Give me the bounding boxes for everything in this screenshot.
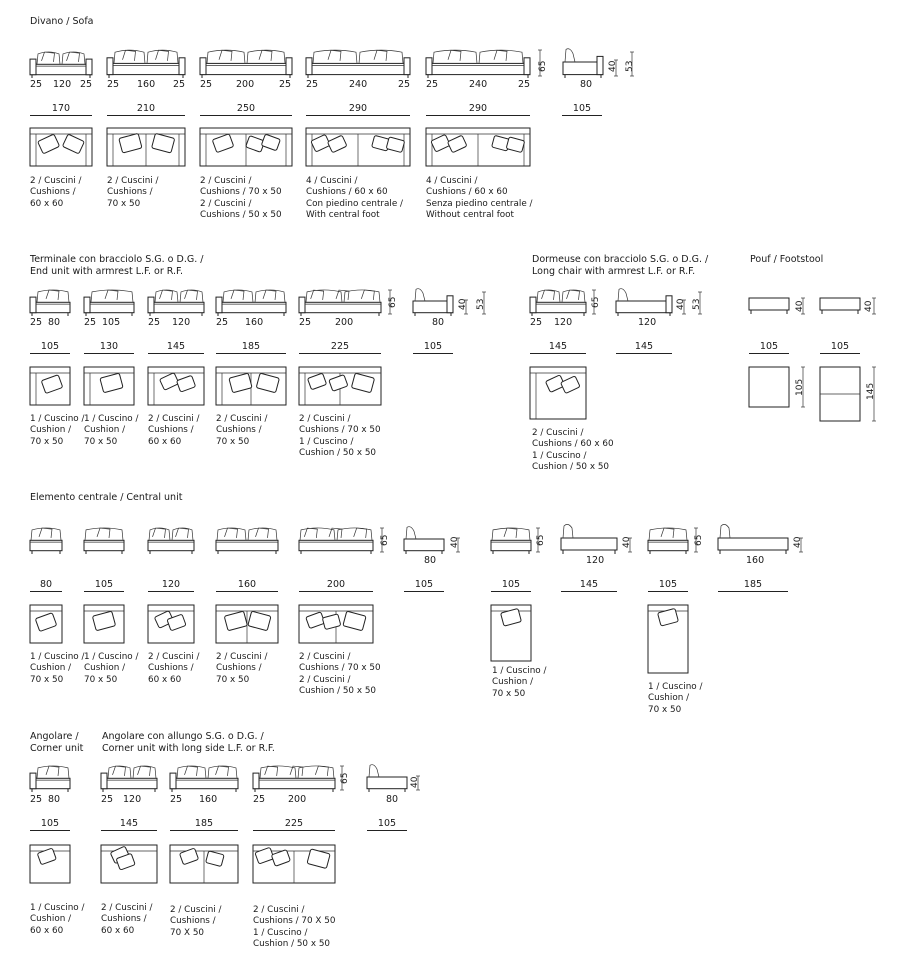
corner-2-total: 145 (119, 818, 139, 829)
sofa-4-plan (306, 128, 410, 166)
central-1-total: 80 (39, 579, 53, 590)
section-title-corner-long-it: Angolare con allungo S.G. o D.G. / (102, 731, 264, 742)
sofa-2-total-line (107, 115, 185, 116)
sofa-4-dim-arm-right: 25 (398, 79, 411, 90)
central-4-plan (216, 605, 278, 643)
corner-2-caption: 2 / Cuscini / Cushions / 60 x 60 (101, 903, 153, 936)
sofa-4-total: 290 (348, 103, 368, 114)
sofa-4-front (306, 50, 410, 78)
daybed-a-side-depth: 120 (586, 555, 605, 566)
sofa-1-dim-seat: 120 (53, 79, 72, 90)
long-chair-side-arm-height: 53 (692, 298, 702, 310)
corner-side-total-line (367, 830, 407, 831)
sofa-height: 65 (538, 60, 548, 72)
sofa-3-dim-seat: 200 (236, 79, 255, 90)
daybed-a-caption: 1 / Cuscino / Cushion / 70 x 50 (492, 666, 547, 699)
corner-4-dim-seat: 200 (288, 794, 307, 805)
end-4-total: 185 (241, 341, 261, 352)
sofa-side-total: 105 (572, 103, 592, 114)
end-5-front (299, 290, 381, 316)
central-5-total-line (299, 591, 373, 592)
sofa-2-dim-arm-left: 25 (107, 79, 120, 90)
central-2-total: 105 (94, 579, 114, 590)
end-2-total-line (84, 353, 134, 354)
central-5-front (299, 528, 373, 554)
central-2-caption: 1 / Cuscino / Cushion / 70 x 50 (84, 652, 139, 685)
central-5-caption: 2 / Cuscini / Cushions / 70 x 50 2 / Cuscini / Cushion / 50 x 50 (299, 652, 381, 696)
long-chair-side-total-line (616, 353, 672, 354)
pouf-a-total: 105 (759, 341, 779, 352)
central-1-total-line (30, 591, 62, 592)
long-chair-total: 145 (548, 341, 568, 352)
sofa-5-caption: 4 / Cuscini / Cushions / 60 x 60 Senza piedino centrale / Without central foot (426, 176, 533, 220)
sofa-1-total: 170 (51, 103, 71, 114)
daybed-a-side (561, 524, 617, 554)
sofa-2-caption: 2 / Cuscini / Cushions / 70 x 50 (107, 176, 159, 209)
end-3-front (148, 290, 204, 316)
end-1-total-line (30, 353, 70, 354)
daybed-a-side-total-line (561, 591, 617, 592)
section-title-end-unit-en: End unit with armrest L.F. or R.F. (30, 266, 183, 277)
pouf-b-plan (820, 367, 860, 421)
sofa-1-total-line (30, 115, 92, 116)
sofa-5-dim-arm-right: 25 (518, 79, 531, 90)
long-chair-plan (530, 367, 586, 419)
sofa-3-plan (200, 128, 292, 166)
pouf-a-depth: 105 (795, 378, 805, 396)
central-3-front (148, 528, 194, 554)
end-4-plan (216, 367, 286, 405)
end-2-dim-seat: 105 (102, 317, 121, 328)
sofa-2-front (107, 50, 185, 78)
pouf-a-total-line (749, 353, 789, 354)
sofa-3-total-line (200, 115, 292, 116)
end-3-caption: 2 / Cuscini / Cushions / 60 x 60 (148, 414, 200, 447)
long-chair-front (530, 290, 586, 316)
sofa-3-dim-arm-right: 25 (279, 79, 292, 90)
daybed-b-side (718, 524, 788, 554)
central-side-depth: 80 (424, 555, 437, 566)
sofa-side-view (563, 49, 603, 78)
end-2-total: 130 (99, 341, 119, 352)
end-side-view (413, 289, 453, 316)
section-title-pouf: Pouf / Footstool (750, 254, 824, 265)
corner-2-plan (101, 845, 157, 883)
central-4-caption: 2 / Cuscini / Cushions / 70 x 50 (216, 652, 268, 685)
sofa-5-front (426, 50, 530, 78)
daybed-a-front (491, 528, 531, 554)
daybed-b-height: 65 (694, 534, 704, 546)
end-4-dim-seat: 160 (245, 317, 264, 328)
end-5-total: 225 (330, 341, 350, 352)
sofa-side-arm-height: 53 (625, 60, 635, 72)
section-title-corner-long-en: Corner unit with long side L.F. or R.F. (102, 743, 275, 754)
end-3-plan (148, 367, 204, 405)
end-1-dim-arm: 25 (30, 317, 43, 328)
daybed-a-plan (491, 605, 531, 661)
end-1-front (30, 290, 70, 316)
sofa-5-plan (426, 128, 530, 166)
long-chair-dim-arm: 25 (530, 317, 543, 328)
section-title-corner-it: Angolare / (30, 731, 79, 742)
central-side-view (404, 527, 444, 554)
end-4-caption: 2 / Cuscini / Cushions / 70 x 50 (216, 414, 268, 447)
end-side-depth: 80 (432, 317, 445, 328)
end-4-front (216, 290, 286, 316)
sofa-4-caption: 4 / Cuscini / Cushions / 60 x 60 Con piedino centrale / With central foot (306, 176, 404, 220)
corner-side-view (367, 765, 407, 792)
end-1-caption: 1 / Cuscino / Cushion / 70 x 50 (30, 414, 85, 447)
daybed-b-side-total-line (718, 591, 788, 592)
sofa-5-dim-arm-left: 25 (426, 79, 439, 90)
end-2-front (84, 290, 134, 316)
pouf-b-total-line (820, 353, 860, 354)
corner-2-total-line (101, 830, 157, 831)
sofa-side-seat-height: 40 (608, 60, 618, 72)
sofa-2-dim-arm-right: 25 (173, 79, 186, 90)
corner-4-caption: 2 / Cuscini / Cushions / 70 X 50 1 / Cuscino / Cushion / 50 x 50 (253, 905, 336, 949)
central-5-plan (299, 605, 373, 643)
sofa-4-dim-arm-left: 25 (306, 79, 319, 90)
corner-4-front (253, 766, 335, 792)
pouf-b-total: 105 (830, 341, 850, 352)
sofa-5-dim-seat: 240 (469, 79, 488, 90)
section-title-long-chair-it: Dormeuse con bracciolo S.G. o D.G. / (532, 254, 709, 265)
corner-4-dim-arm: 25 (253, 794, 266, 805)
daybed-b-caption: 1 / Cuscino / Cushion / 70 x 50 (648, 682, 703, 715)
corner-3-total: 185 (194, 818, 214, 829)
central-4-front (216, 528, 278, 554)
end-5-dim-seat: 200 (335, 317, 354, 328)
sofa-1-front (30, 52, 92, 78)
central-side-total-line (404, 591, 444, 592)
corner-2-dim-arm: 25 (101, 794, 114, 805)
corner-height: 65 (340, 772, 350, 784)
sofa-3-caption: 2 / Cuscini / Cushions / 70 x 50 2 / Cuscini / Cushions / 50 x 50 (200, 176, 282, 220)
pouf-a-height: 40 (795, 300, 805, 312)
daybed-b-side-total: 185 (743, 579, 763, 590)
daybed-b-plan (648, 605, 688, 673)
long-chair-caption: 2 / Cuscini / Cushions / 60 x 60 1 / Cuscino / Cushion / 50 x 50 (532, 428, 614, 472)
central-3-total: 120 (161, 579, 181, 590)
sofa-1-caption: 2 / Cuscini / Cushions / 60 x 60 (30, 176, 82, 209)
daybed-a-height: 65 (536, 534, 546, 546)
end-5-total-line (299, 353, 381, 354)
corner-4-plan (253, 845, 335, 883)
sofa-5-total: 290 (468, 103, 488, 114)
end-side-arm-height: 53 (476, 298, 486, 310)
long-chair-height: 65 (591, 296, 601, 308)
corner-side-total: 105 (377, 818, 397, 829)
end-5-caption: 2 / Cuscini / Cushions / 70 x 50 1 / Cuscino / Cushion / 50 x 50 (299, 414, 381, 458)
sofa-4-total-line (306, 115, 410, 116)
end-2-dim-arm: 25 (84, 317, 97, 328)
central-2-plan (84, 605, 124, 643)
daybed-b-front (648, 528, 688, 554)
corner-1-front (30, 766, 70, 792)
corner-3-dim-seat: 160 (199, 794, 218, 805)
pouf-a-plan (749, 367, 789, 407)
end-3-dim-arm: 25 (148, 317, 161, 328)
end-5-plan (299, 367, 381, 405)
end-1-plan (30, 367, 70, 405)
sofa-3-dim-arm-left: 25 (200, 79, 213, 90)
central-1-caption: 1 / Cuscino / Cushion / 70 x 50 (30, 652, 85, 685)
long-chair-side-view (616, 289, 672, 316)
section-title-corner-en: Corner unit (30, 743, 84, 754)
central-1-plan (30, 605, 62, 643)
section-title-central: Elemento centrale / Central unit (30, 492, 183, 503)
central-side-seat-height: 40 (450, 536, 460, 548)
end-side-total: 105 (423, 341, 443, 352)
sofa-1-dim-arm-right: 25 (80, 79, 93, 90)
sofa-side-total-line (562, 115, 602, 116)
daybed-a-side-total: 145 (579, 579, 599, 590)
pouf-b-depth: 145 (866, 382, 876, 400)
end-side-seat-height: 40 (458, 298, 468, 310)
sofa-2-dim-seat: 160 (137, 79, 156, 90)
central-4-total: 160 (237, 579, 257, 590)
corner-3-plan (170, 845, 238, 883)
daybed-b-seat: 40 (793, 536, 803, 548)
section-title-sofa: Divano / Sofa (30, 16, 94, 27)
corner-1-plan (30, 845, 70, 883)
corner-1-total-line (30, 830, 70, 831)
sofa-side-depth: 80 (580, 79, 593, 90)
corner-1-dim-arm: 25 (30, 794, 43, 805)
sofa-5-total-line (426, 115, 530, 116)
corner-side-depth: 80 (386, 794, 399, 805)
corner-side-seat-height: 40 (410, 776, 420, 788)
long-chair-total-line (530, 353, 586, 354)
end-2-plan (84, 367, 134, 405)
central-side-total: 105 (414, 579, 434, 590)
pouf-a-front (749, 298, 789, 314)
pouf-b-height: 40 (864, 300, 874, 312)
end-height: 65 (388, 296, 398, 308)
end-3-dim-seat: 120 (172, 317, 191, 328)
sofa-4-dim-seat: 240 (349, 79, 368, 90)
central-3-plan (148, 605, 194, 643)
central-5-total: 200 (326, 579, 346, 590)
end-1-total: 105 (40, 341, 60, 352)
daybed-b-front-total-line (648, 591, 688, 592)
long-chair-side-depth: 120 (638, 317, 657, 328)
corner-1-caption: 1 / Cuscino / Cushion / 60 x 60 (30, 903, 85, 936)
daybed-b-side-depth: 160 (746, 555, 765, 566)
sofa-1-plan (30, 128, 92, 166)
central-3-caption: 2 / Cuscini / Cushions / 60 x 60 (148, 652, 200, 685)
daybed-b-front-total: 105 (658, 579, 678, 590)
corner-2-dim-seat: 120 (123, 794, 142, 805)
corner-1-total: 105 (40, 818, 60, 829)
central-4-total-line (216, 591, 278, 592)
corner-1-dim-seat: 80 (48, 794, 61, 805)
end-3-total-line (148, 353, 204, 354)
central-3-total-line (148, 591, 194, 592)
central-1-front (30, 528, 62, 554)
corner-3-front (170, 766, 238, 792)
central-height: 65 (380, 534, 390, 546)
long-chair-side-total: 145 (634, 341, 654, 352)
central-2-total-line (84, 591, 124, 592)
corner-3-total-line (170, 830, 238, 831)
corner-4-total: 225 (284, 818, 304, 829)
daybed-a-seat: 40 (622, 536, 632, 548)
daybed-a-front-total-line (491, 591, 531, 592)
corner-4-total-line (253, 830, 335, 831)
sofa-2-total: 210 (136, 103, 156, 114)
end-4-dim-arm: 25 (216, 317, 229, 328)
section-title-end-unit-it: Terminale con bracciolo S.G. o D.G. / (30, 254, 204, 265)
corner-3-dim-arm: 25 (170, 794, 183, 805)
corner-2-front (101, 766, 157, 792)
end-5-dim-arm: 25 (299, 317, 312, 328)
end-side-total-line (413, 353, 453, 354)
pouf-b-front (820, 298, 860, 314)
sofa-1-dim-arm-left: 25 (30, 79, 43, 90)
end-4-total-line (216, 353, 286, 354)
end-3-total: 145 (166, 341, 186, 352)
sofa-2-plan (107, 128, 185, 166)
sofa-3-front (200, 50, 292, 78)
sofa-3-total: 250 (236, 103, 256, 114)
long-chair-side-seat-height: 40 (676, 298, 686, 310)
corner-3-caption: 2 / Cuscini / Cushions / 70 X 50 (170, 905, 222, 938)
end-1-dim-seat: 80 (48, 317, 61, 328)
end-2-caption: 1 / Cuscino / Cushion / 70 x 50 (84, 414, 139, 447)
daybed-a-front-total: 105 (501, 579, 521, 590)
section-title-long-chair-en: Long chair with armrest L.F. or R.F. (532, 266, 696, 277)
long-chair-dim-seat: 120 (554, 317, 573, 328)
central-2-front (84, 528, 124, 554)
